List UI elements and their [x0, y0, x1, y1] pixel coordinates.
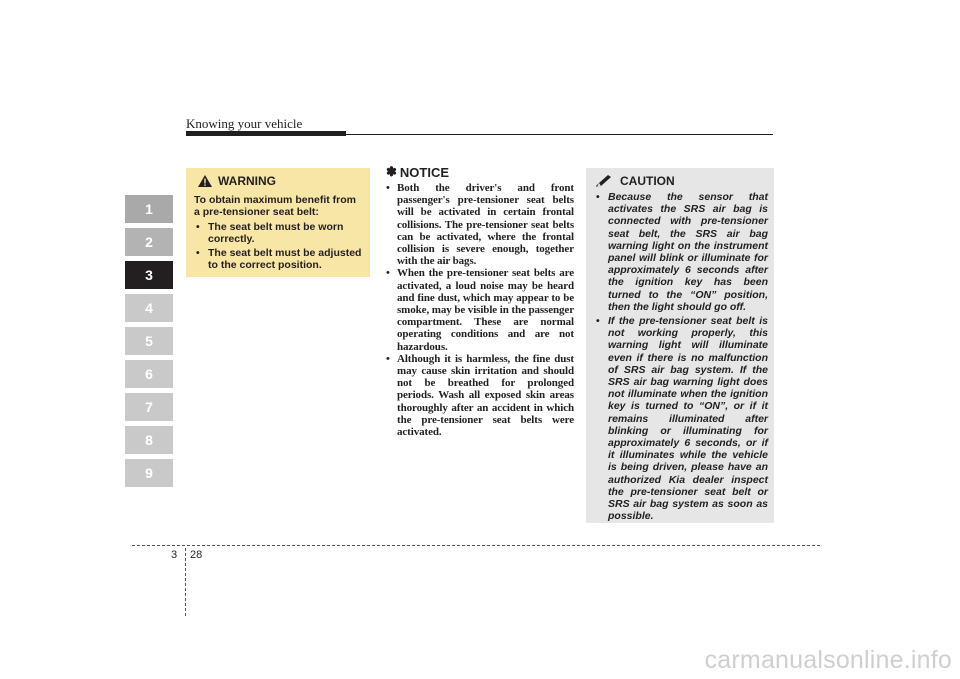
chapter-tabs: [125, 195, 173, 492]
caution-title: CAUTION: [620, 174, 675, 188]
chapter-tab-3[interactable]: 3: [125, 261, 173, 289]
warning-heading: [198, 174, 364, 188]
notice-item: • When the pre-tensioner seat belts are activated, a loud noise may be heard and fine dust, which may appear to be smoke, may be visible in the passenger compartment. These are normal operating conditions and are not hazardous.: [386, 267, 574, 352]
footer-page-number: 28: [190, 549, 203, 561]
notice-section: [386, 164, 574, 438]
chapter-tab-9[interactable]: 9: [125, 459, 173, 487]
footer-rule: [132, 545, 820, 546]
warning-list: [194, 221, 364, 271]
chapter-tab-6[interactable]: 6: [125, 360, 173, 388]
notice-list: [386, 182, 574, 438]
caution-list: [594, 191, 768, 522]
notice-title: NOTICE: [399, 164, 450, 180]
notice-heading: [386, 164, 574, 180]
caution-pencil-icon: [596, 175, 612, 187]
caution-box: [586, 168, 774, 523]
chapter-tab-7[interactable]: 7: [125, 393, 173, 421]
header-rule: [346, 134, 773, 135]
caution-item: • If the pre-tensioner seat belt is not working properly, this warning light will illuminate even if there is no malfunction of SRS air bag system. If the SRS air bag warning light does not illuminate when the ignition key is turned to “ON”, or if it remains illuminated after blinking or illuminating for approximately 6 seconds, or if it illuminates while the vehicle is being driven, please have an authorized Kia dealer inspect the pre-tensioner seat belt or SRS air bag system as soon as possible.: [594, 315, 768, 522]
warning-title: WARNING: [218, 174, 276, 188]
header-bar: [186, 131, 346, 136]
warning-triangle-icon: [198, 175, 212, 187]
chapter-tab-4[interactable]: 4: [125, 294, 173, 322]
warning-intro: To obtain maximum benefit from a pre-tensioner seat belt:: [194, 194, 356, 218]
warning-box: [186, 168, 370, 277]
notice-item: • Although it is harmless, the fine dust may cause skin irritation and should not be breathed for prolonged periods. Wash all exposed skin areas thoroughly after an accident in which the pre-tensioner seat belts were activated.: [386, 353, 574, 438]
warning-item: • The seat belt must be adjusted to the correct position.: [194, 247, 364, 271]
chapter-tab-2[interactable]: 2: [125, 228, 173, 256]
caution-heading: [596, 174, 768, 188]
page-header-title: Knowing your vehicle: [186, 116, 303, 131]
watermark: carmanualsonline.info: [704, 646, 952, 674]
chapter-tab-5[interactable]: 5: [125, 327, 173, 355]
notice-symbol-icon: ✽: [386, 164, 397, 179]
footer-chapter-number: 3: [171, 549, 178, 561]
caution-item: • Because the sensor that activates the SRS air bag is connected with pre-tensioner seat belt, the SRS air bag warning light on the instrument panel will blink or illuminate for approximately 6 seconds after the ignition key has been turned to the “ON” position, then the light should go off.: [594, 191, 768, 313]
notice-item: • Both the driver's and front passenger's pre-tensioner seat belts will be activated in certain frontal collisions. The pre-tensioner seat belts can be activated, where the frontal collision is severe enough, together with the air bags.: [386, 182, 574, 267]
footer-divider: [185, 548, 186, 616]
chapter-tab-1[interactable]: 1: [125, 195, 173, 223]
warning-item: • The seat belt must be worn correctly.: [194, 221, 364, 245]
chapter-tab-8[interactable]: 8: [125, 426, 173, 454]
